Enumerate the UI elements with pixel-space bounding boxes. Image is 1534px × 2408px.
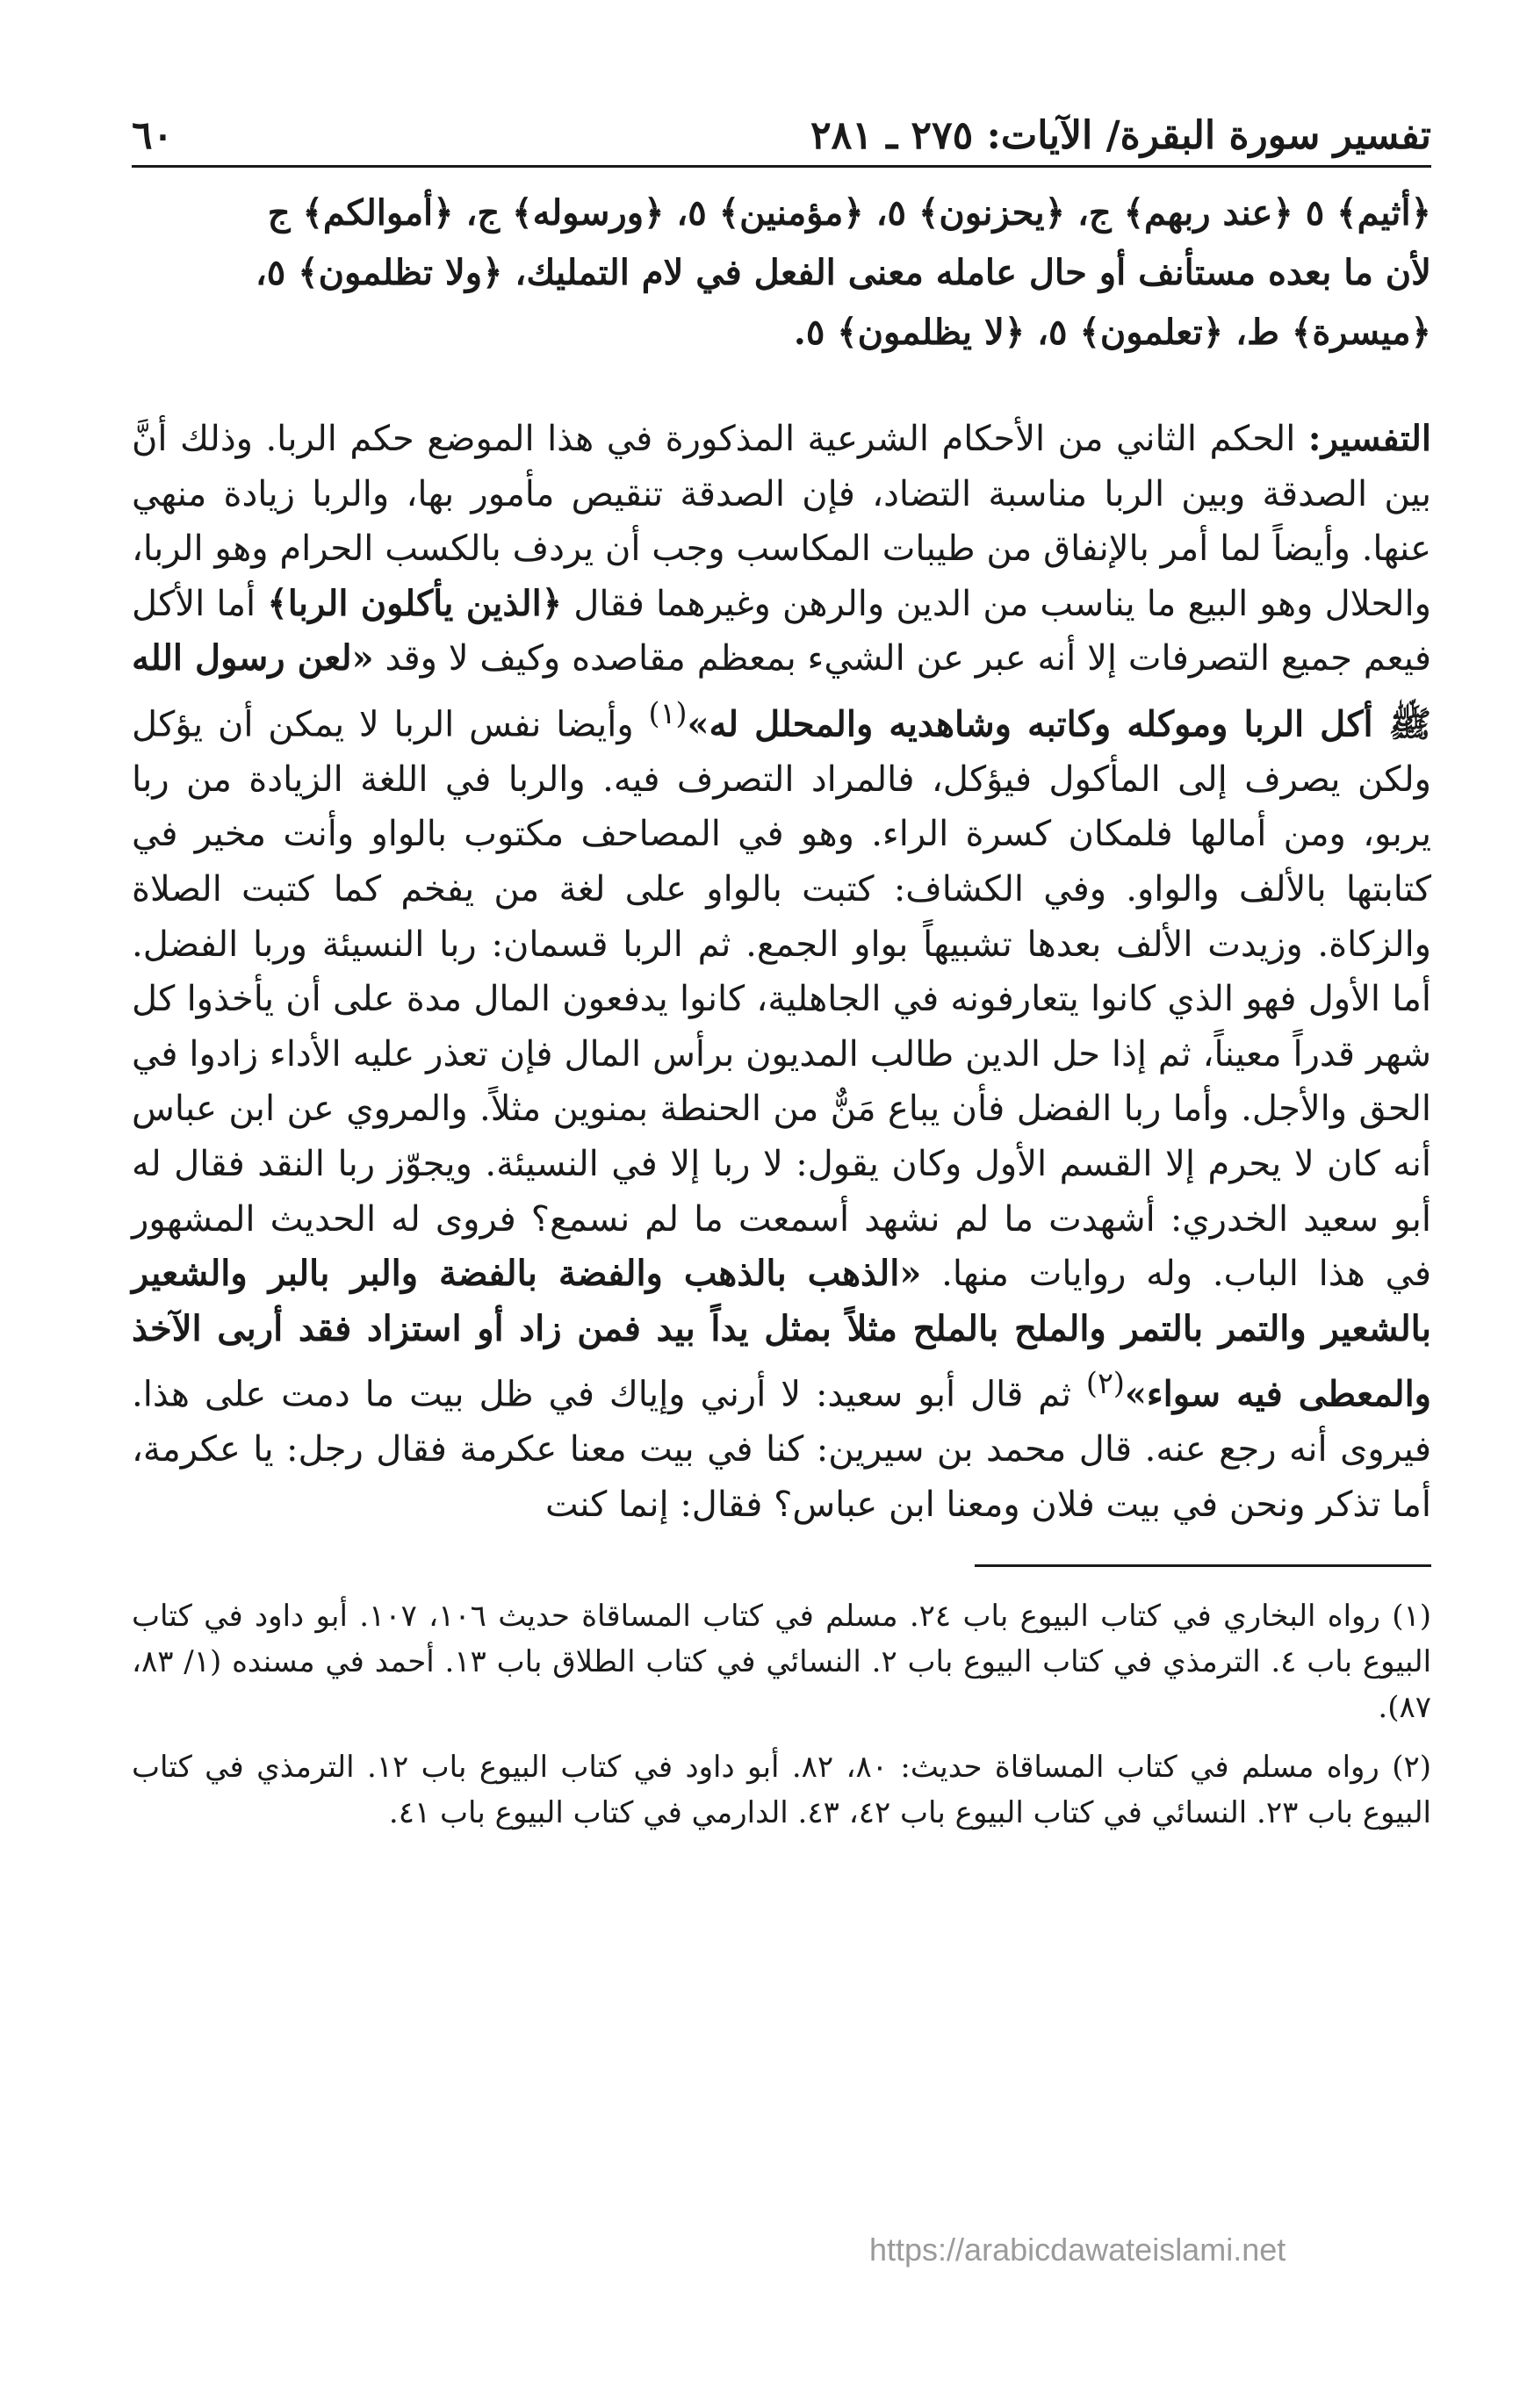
stops-line-3: ﴿ميسرة﴾ ط، ﴿تعلمون﴾ ٥، ﴿لا يظلمون﴾ ٥. <box>793 312 1431 353</box>
tafsir-paragraph <box>132 412 1431 1533</box>
stops-line-2: لأن ما بعده مستأنف أو حال عامله معنى الفعل في لام التمليك، ﴿ولا تظلمون﴾ ٥، <box>255 252 1431 293</box>
tafsir-label: التفسير: <box>1307 418 1431 459</box>
waqf-stops-block <box>132 183 1431 363</box>
tafsir-text-3: وأيضا نفس الربا لا يمكن أن يؤكل ولكن يصرف إلى المأكول فيؤكل، فالمراد التصرف فيه. والربا في اللغة الزيادة من ربا يربو، ومن أمالها فلمكان كسرة الراء. وهو في المصاحف مكتوب بالواو وأنت مخير في كتابتها بالألف والواو. وفي الكشاف: كتبت بالواو على لغة من يفخم كما كتبت الصلاة والزكاة. وزيدت الألف بعدها تشبيهاً بواو الجمع. ثم الربا قسمان: ربا النسيئة وربا الفضل. أما الأول فهو الذي كانوا يتعارفونه في الجاهلية، كانوا يدفعون المال مدة على أن يأخذوا كل شهر قدراً معيناً، ثم إذا حل الدين طالب المديون برأس المال فإن تعذر عليه الأداء زادوا في الحق والأجل. وأما ربا الفضل فأن يباع مَنٌّ من الحنطة بمنوين مثلاً. والمروي عن ابن عباس أنه كان لا يحرم إلا القسم الأول وكان يقول: لا ربا إلا في النسيئة. ويجوّز ربا النقد فقال له أبو سعيد الخدري: أشهدت ما لم نشهد أسمعت ما لم نسمع؟ فروى له الحديث المشهور في هذا الباب. وله روايات منها. <box>132 704 1431 1295</box>
quran-quote: ﴿الذين يأكلون الربا﴾ <box>267 582 563 624</box>
hadith-quote-1: «لعن رسول الله ﷺ أكل الربا وموكله وكاتبه وشاهديه والمحلل له» <box>132 637 1431 745</box>
tafsir-body <box>132 412 1431 1533</box>
footnote-ref-2[interactable]: (٢) <box>1085 1366 1125 1401</box>
footnote-1: (١) رواه البخاري في كتاب البيوع باب ٢٤. مسلم في كتاب المساقاة حديث ١٠٦، ١٠٧. أبو داود في كتاب البيوع باب ٤. الترمذي في كتاب البيوع باب ٢. النسائي في كتاب الطلاق باب ١٣. أحمد في مسنده (١/ ٨٣، ٨٧). <box>132 1598 1432 1725</box>
footnote-divider <box>975 1564 1431 1567</box>
footnote-ref-1[interactable]: (١) <box>648 695 688 730</box>
page <box>132 97 1431 1850</box>
stops-line-1: ﴿أثيم﴾ ٥ ﴿عند ربهم﴾ ج، ﴿يحزنون﴾ ٥، ﴿مؤمنين﴾ ٥، ﴿ورسوله﴾ ج، ﴿أموالكم﴾ ج <box>267 192 1431 234</box>
watermark-url: https://arabicdawateislami.net <box>869 2232 1286 2268</box>
footnotes <box>132 1593 1431 1836</box>
page-header <box>132 97 1431 168</box>
tafsir-text-2: أما الأكل فيعم جميع التصرفات إلا أنه عبر عن الشيء بمعظم مقاصده وكيف لا وقد <box>132 583 1431 679</box>
running-title: تفسير سورة البقرة/ الآيات: ٢٧٥ ـ ٢٨١ <box>810 113 1431 158</box>
tafsir-text-4: ثم قال أبو سعيد: لا أرني وإياك في ظل بيت ما دمت على هذا. فيروى أنه رجع عنه. قال محمد بن سيرين: كنا في بيت معنا عكرمة فقال رجل: يا عكرمة، أما تذكر ونحن في بيت فلان ومعنا ابن عباس؟ فقال: إنما كنت <box>132 1374 1431 1525</box>
hadith-quote-2: «الذهب بالذهب والفضة بالفضة والبر بالبر والشعير بالشعير والتمر بالتمر والملح بالملح مثلاً بمثل يداً بيد فمن زاد أو استزاد فقد أربى الآخذ والمعطى فيه سواء» <box>132 1253 1431 1415</box>
tafsir-text-1: الحكم الثاني من الأحكام الشرعية المذكورة في هذا الموضع حكم الربا. وذلك أنَّ بين الصدقة وبين الربا مناسبة التضاد، فإن الصدقة تنقيص مأمور بها، والربا زيادة منهي عنها. وأيضاً لما أمر بالإنفاق من طيبات المكاسب وجب أن يردف بالكسب الحرام وهو الربا، والحلال وهو البيع ما يناسب من الدين والرهن وغيرهما فقال <box>132 419 1431 624</box>
page-number: ٦٠ <box>132 113 174 158</box>
footnote-2: (٢) رواه مسلم في كتاب المساقاة حديث: ٨٠، ٨٢. أبو داود في كتاب البيوع باب ١٢. الترمذي في كتاب البيوع باب ٢٣. النسائي في كتاب البيوع باب ٤٢، ٤٣. الدارمي في كتاب البيوع باب ٤١. <box>132 1749 1432 1830</box>
